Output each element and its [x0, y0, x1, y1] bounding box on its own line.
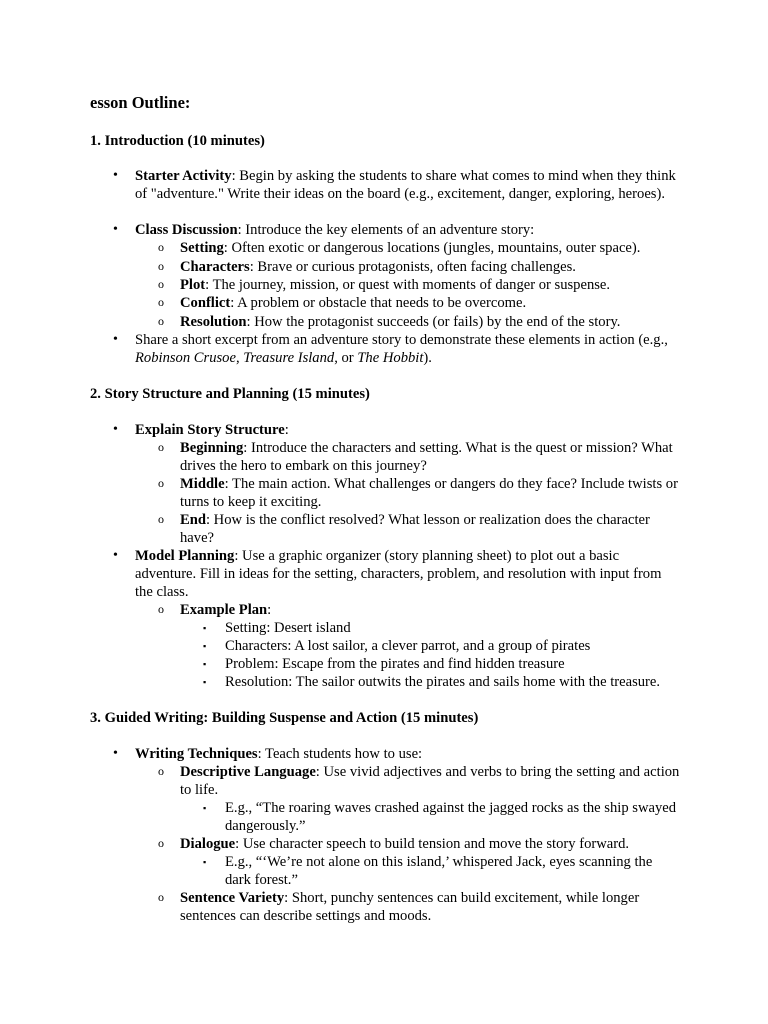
circle-marker: o	[158, 476, 164, 490]
item-text: Resolution: The sailor outwits the pirates and sails home with the treasure.	[225, 674, 661, 690]
circle-marker: o	[158, 890, 164, 904]
square-marker: ▪	[203, 803, 207, 813]
item-text: : A problem or obstacle that needs to be overcome.	[230, 295, 527, 311]
plan-item	[203, 655, 680, 673]
circle-marker: o	[158, 602, 164, 616]
list-item	[113, 221, 680, 239]
square-marker: ▪	[203, 623, 207, 633]
item-label: Starter Activity	[135, 168, 232, 184]
item-text: : How the protagonist succeeds (or fails) by the end of the story.	[246, 314, 621, 330]
bullet-marker: •	[113, 548, 118, 563]
item-text: : Short, punchy sentences can build excitement, while longer sentences can describe settings and moods.	[180, 890, 640, 924]
item-text: : Use vivid adjectives and verbs to bring the setting and action to life.	[180, 764, 680, 798]
item-label: Dialogue	[180, 836, 236, 852]
item-text: Share a short excerpt from an adventure story to demonstrate these elements in action (e.g.,	[135, 332, 668, 348]
item-label: Characters	[180, 259, 250, 275]
circle-marker: o	[158, 512, 164, 526]
list-item	[113, 421, 680, 439]
item-text-end: ).	[423, 350, 432, 366]
circle-marker: o	[158, 240, 164, 254]
item-label: Descriptive Language	[180, 764, 316, 780]
bullet-marker: •	[113, 168, 118, 183]
item-text: :	[284, 422, 289, 438]
sub-list-item	[158, 313, 680, 331]
item-label: Middle	[180, 476, 225, 492]
bullet-marker: •	[113, 332, 118, 347]
square-marker: ▪	[203, 857, 207, 867]
item-text: : Introduce the key elements of an adventure story:	[237, 222, 535, 238]
circle-marker: o	[158, 764, 164, 778]
bullet-marker: •	[113, 422, 118, 437]
plan-item	[203, 619, 680, 637]
list-item	[113, 547, 680, 601]
circle-marker: o	[158, 277, 164, 291]
item-label: Resolution	[180, 314, 247, 330]
circle-marker: o	[158, 295, 164, 309]
item-text: Problem: Escape from the pirates and find hidden treasure	[225, 656, 565, 672]
item-label: Explain Story Structure	[135, 422, 285, 438]
sub-list-item	[158, 511, 680, 547]
item-text: E.g., “‘We’re not alone on this island,’ whispered Jack, eyes scanning the dark forest.”	[225, 854, 653, 888]
item-label: Example Plan	[180, 602, 268, 618]
sub-list-item	[158, 763, 680, 799]
item-label: Beginning	[180, 440, 244, 456]
item-label: Setting	[180, 240, 224, 256]
bullet-marker: •	[113, 222, 118, 237]
square-marker: ▪	[203, 677, 207, 687]
item-label: Model Planning	[135, 548, 235, 564]
book-title: Robinson Crusoe	[135, 350, 236, 366]
item-text: Setting: Desert island	[225, 620, 351, 636]
sub-list-item	[158, 439, 680, 475]
section-3-heading: 3. Guided Writing: Building Suspense and Action (15 minutes)	[90, 710, 479, 726]
item-text: : Begin by asking the students to share what comes to mind when they think of "adventure." Write their ideas on the board (e.g., excitement, danger, exploring, heroes).	[135, 168, 676, 202]
item-text: : The journey, mission, or quest with moments of danger or suspense.	[205, 277, 611, 293]
bullet-marker: •	[113, 746, 118, 761]
section-2-heading: 2. Story Structure and Planning (15 minutes)	[90, 386, 370, 402]
item-label: End	[180, 512, 206, 528]
sub-list-item	[158, 475, 680, 511]
square-marker: ▪	[203, 659, 207, 669]
item-label: Conflict	[180, 295, 231, 311]
sub-list-item	[158, 889, 680, 925]
sub-list-item	[158, 258, 680, 276]
circle-marker: o	[158, 440, 164, 454]
item-label: Plot	[180, 277, 206, 293]
item-text: : The main action. What challenges or dangers do they face? Include twists or turns to keep it exciting.	[180, 476, 678, 510]
item-text: : Brave or curious protagonists, often facing challenges.	[249, 259, 576, 275]
page-title: esson Outline:	[90, 93, 191, 112]
sub-list-item	[158, 835, 680, 853]
item-text: Characters: A lost sailor, a clever parrot, and a group of pirates	[225, 638, 591, 654]
sub-list-item	[158, 294, 680, 312]
item-text: E.g., “The roaring waves crashed against the jagged rocks as the ship swayed dangerously.”	[225, 800, 677, 834]
separator: ,	[235, 350, 244, 366]
separator: , or	[334, 350, 358, 366]
item-label: Class Discussion	[135, 222, 238, 238]
item-text: :	[267, 602, 272, 618]
circle-marker: o	[158, 259, 164, 273]
section-1-heading: 1. Introduction (10 minutes)	[90, 133, 265, 149]
plan-item	[203, 637, 680, 655]
circle-marker: o	[158, 314, 164, 328]
book-title: The Hobbit	[357, 350, 424, 366]
sub-list-item	[158, 276, 680, 294]
item-text: : Use a graphic organizer (story planning sheet) to plot out a basic adventure. Fill in ideas for the setting, characters, problem, and resolution with input from the class.	[135, 548, 662, 600]
item-label: Sentence Variety	[180, 890, 285, 906]
example-item	[203, 799, 680, 835]
square-marker: ▪	[203, 641, 207, 651]
item-text: : Introduce the characters and setting. What is the quest or mission? What drives the hero to embark on this journey?	[180, 440, 673, 474]
book-title: Treasure Island	[243, 350, 335, 366]
plan-item	[203, 673, 680, 691]
sub-list-item	[158, 601, 680, 619]
list-item	[113, 331, 680, 367]
item-label: Writing Techniques	[135, 746, 258, 762]
circle-marker: o	[158, 836, 164, 850]
item-text: : Often exotic or dangerous locations (jungles, mountains, outer space).	[223, 240, 641, 256]
item-text: : How is the conflict resolved? What lesson or realization does the character have?	[180, 512, 650, 546]
list-item	[113, 167, 680, 203]
item-text: : Use character speech to build tension and move the story forward.	[235, 836, 630, 852]
item-text: : Teach students how to use:	[257, 746, 423, 762]
example-item	[203, 853, 680, 889]
sub-list-item	[158, 239, 680, 257]
list-item	[113, 745, 680, 763]
